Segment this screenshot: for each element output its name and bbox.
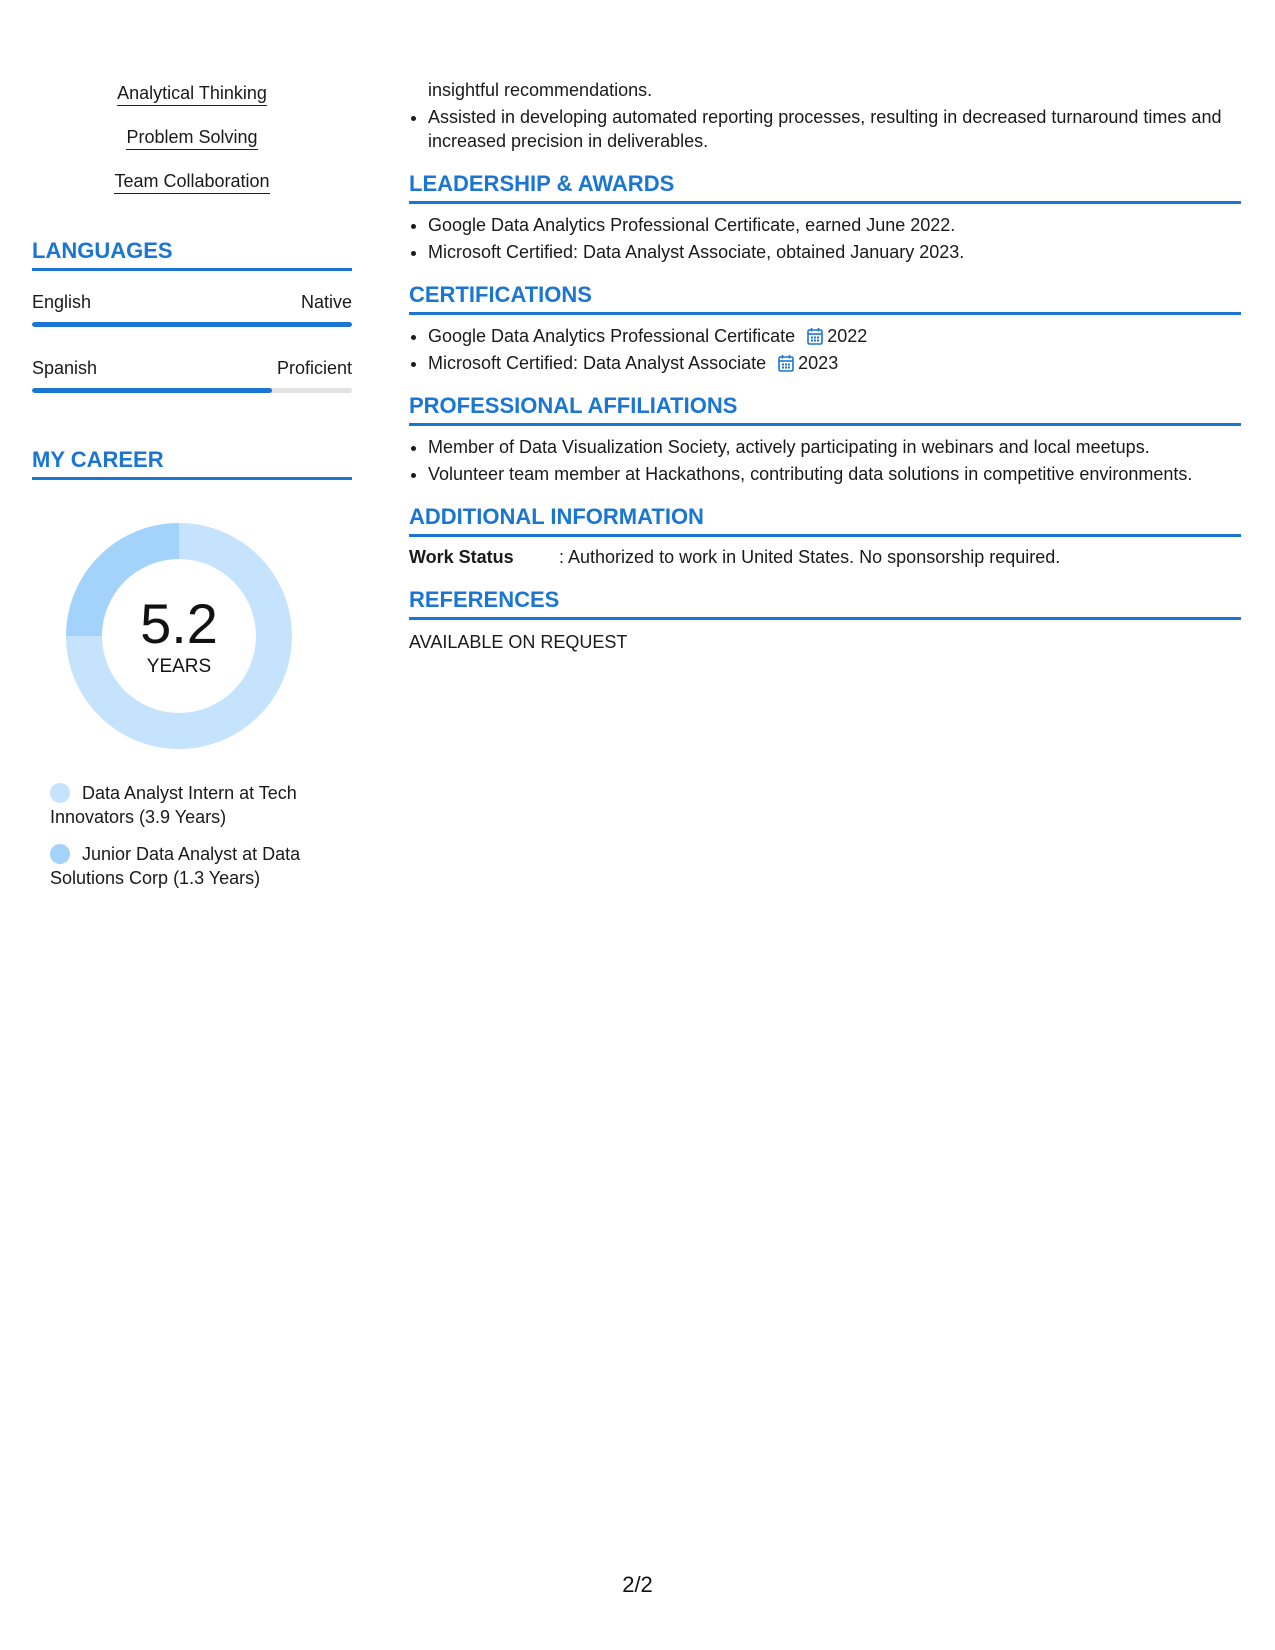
certification-name: Microsoft Certified: Data Analyst Associate: [428, 353, 767, 373]
references-heading: REFERENCES: [409, 585, 1241, 620]
legend-dot: [50, 844, 70, 864]
experience-bullets: [409, 105, 1241, 153]
certification-year: 2022: [827, 326, 868, 346]
left-sidebar: [32, 82, 352, 903]
leadership-item: • Microsoft Certified: Data Analyst Associate, obtained January 2023.: [428, 240, 1241, 264]
affiliation-item: • Member of Data Visualization Society, actively participating in webinars and local meetups.: [428, 435, 1241, 459]
language-item: [32, 357, 352, 393]
language-level: Proficient: [276, 358, 352, 378]
experience-continued-line: insightful recommendations.: [428, 80, 653, 100]
career-legend-item: [50, 842, 340, 890]
career-section: [32, 445, 352, 890]
languages-section: [32, 236, 352, 393]
calendar-icon: [807, 327, 823, 345]
affiliations-list: [409, 435, 1241, 486]
certification-item: [428, 351, 1241, 375]
career-donut-chart: [66, 523, 292, 749]
main-column: [409, 78, 1241, 654]
certifications-heading: CERTIFICATIONS: [409, 280, 1241, 315]
references-text: AVAILABLE ON REQUEST: [409, 632, 628, 652]
language-proficiency-bar: [32, 388, 352, 393]
language-proficiency-fill: [32, 322, 352, 327]
affiliation-item: • Volunteer team member at Hackathons, contributing data solutions in competitive environments.: [428, 462, 1241, 486]
work-status-value: : Authorized to work in United States. No sponsorship required.: [559, 547, 1061, 567]
leadership-list: [409, 213, 1241, 264]
certification-name: Google Data Analytics Professional Certificate: [428, 326, 796, 346]
leadership-heading: LEADERSHIP & AWARDS: [409, 169, 1241, 204]
additional-info-heading: ADDITIONAL INFORMATION: [409, 502, 1241, 537]
legend-dot: [50, 783, 70, 803]
language-proficiency-bar: [32, 322, 352, 327]
career-heading: MY CAREER: [32, 445, 352, 480]
page-number: 2/2: [622, 1572, 653, 1597]
skill-item: Analytical Thinking: [117, 82, 267, 106]
work-status-row: [409, 545, 1241, 569]
career-role-label: Junior Data Analyst at Data Solutions Corp (1.3 Years): [50, 844, 301, 888]
experience-continued: [409, 78, 1241, 102]
career-legend-item: [50, 781, 340, 829]
leadership-item: • Google Data Analytics Professional Certificate, earned June 2022.: [428, 213, 1241, 237]
language-item: [32, 291, 352, 327]
certification-year: 2023: [798, 353, 839, 373]
career-years-unit: YEARS: [146, 656, 212, 677]
skill-item: Team Collaboration: [114, 170, 269, 194]
affiliations-heading: PROFESSIONAL AFFILIATIONS: [409, 391, 1241, 426]
language-proficiency-fill: [32, 388, 272, 393]
certification-item: [428, 324, 1241, 348]
skills-list: [32, 82, 352, 194]
career-legend: [50, 781, 340, 890]
skill-item: Problem Solving: [126, 126, 257, 150]
career-role-label: Data Analyst Intern at Tech Innovators (3.9 Years): [50, 783, 297, 827]
language-name: Spanish: [32, 358, 98, 378]
language-name: English: [32, 292, 92, 312]
work-status-label: Work Status: [409, 547, 514, 567]
experience-bullet: • Assisted in developing automated reporting processes, resulting in decreased turnaround times and increased precision in deliverables.: [428, 105, 1241, 153]
calendar-icon: [778, 354, 794, 372]
certifications-list: [409, 324, 1241, 375]
career-total-years: 5.2: [140, 592, 218, 655]
languages-heading: LANGUAGES: [32, 236, 352, 271]
language-level: Native: [300, 292, 352, 312]
